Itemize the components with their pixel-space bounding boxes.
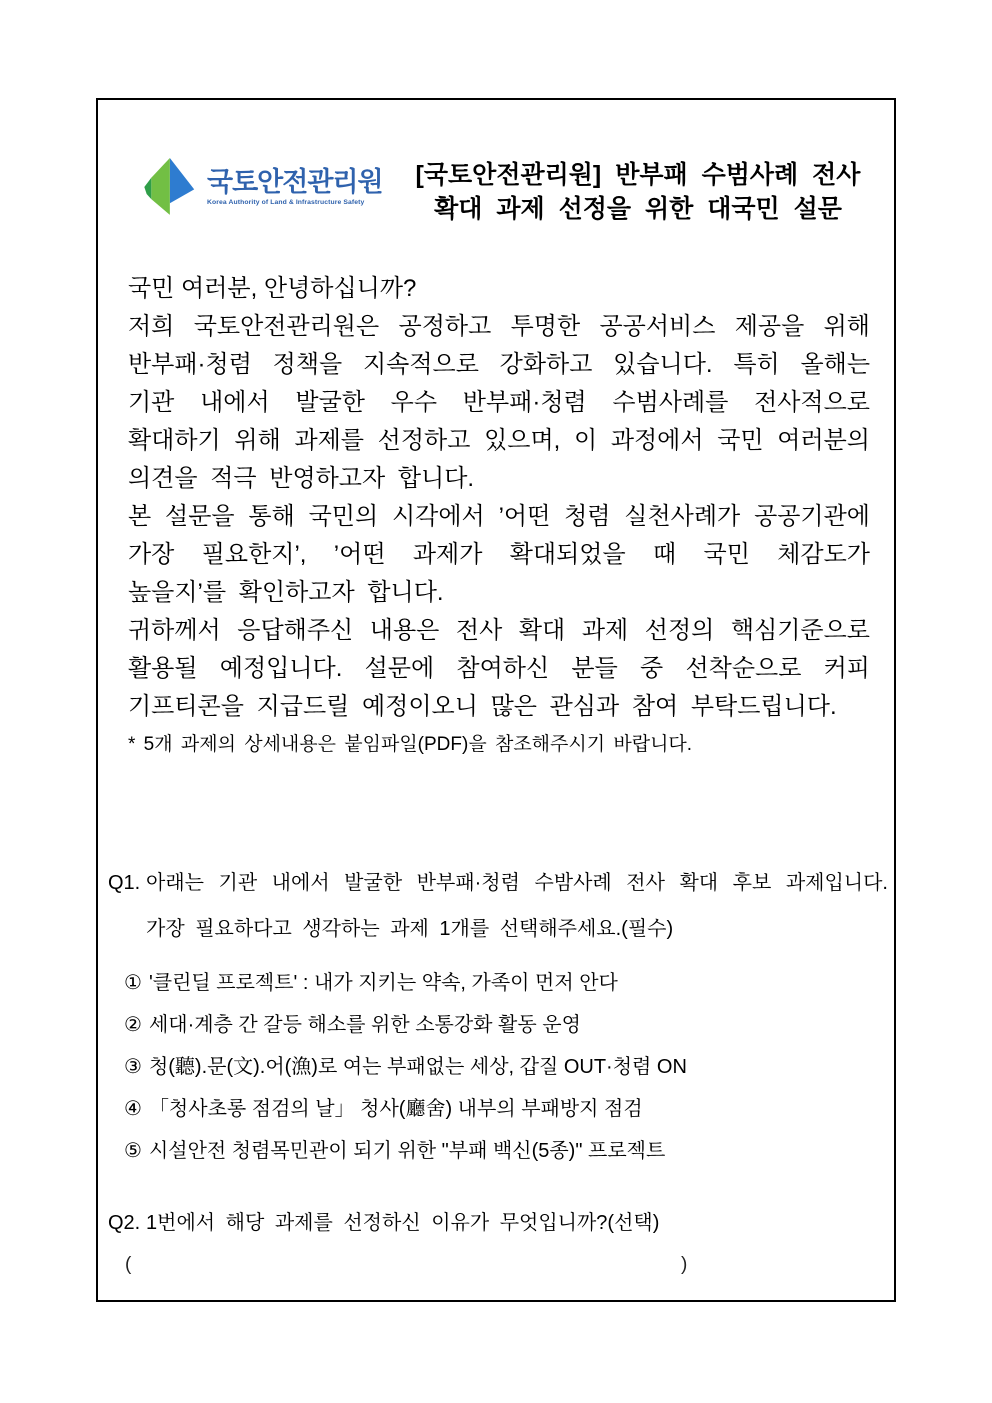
org-logo — [142, 156, 400, 218]
question-1-options — [108, 962, 890, 1172]
option-2-label: 세대·계층 간 갈등 해소를 위한 소통강화 활동 운영 — [148, 1014, 581, 1036]
answer-open-paren: ( — [125, 1254, 132, 1275]
question-1 — [108, 860, 890, 1172]
option-2-marker: ② — [124, 1014, 142, 1036]
intro-section — [128, 270, 870, 764]
page-title-line1: [국토안전관리원] 반부패 수범사례 전사 — [415, 161, 861, 189]
page-title-line2: 확대 과제 선정을 위한 대국민 설문 — [434, 195, 842, 223]
question-2 — [108, 1200, 890, 1246]
option-1-label: '클린딜 프로젝트' : 내가 지키는 약속, 가족이 먼저 안다 — [148, 972, 618, 994]
option-1-marker: ① — [124, 972, 142, 994]
document-header — [142, 156, 876, 226]
question-2-text: 1번에서 해당 과제를 선정하신 이유가 무엇입니까?(선택) — [146, 1212, 660, 1234]
org-logo-icon — [142, 156, 200, 218]
attachment-note: * 5개 과제의 상세내용은 붙임파일(PDF)을 참조해주시기 바랍니다. — [128, 734, 693, 755]
option-2[interactable] — [124, 1004, 890, 1046]
question-1-label: Q1. — [108, 872, 141, 894]
option-4-marker: ④ — [124, 1098, 142, 1120]
option-1[interactable] — [124, 962, 890, 1004]
option-3-label: 청(聽).문(文).어(漁)로 여는 부패없는 세상, 갑질 OUT·청렴 ON — [148, 1056, 687, 1078]
greeting-line: 국민 여러분, 안녕하십니까? — [128, 275, 417, 302]
question-2-label: Q2. — [108, 1212, 141, 1234]
option-5-label: 시설안전 청렴목민관이 되기 위한 "부패 백신(5종)" 프로젝트 — [148, 1140, 666, 1162]
page-title — [400, 158, 876, 226]
option-3-marker: ③ — [124, 1056, 142, 1078]
option-3[interactable] — [124, 1046, 890, 1088]
option-4-label: 「청사초롱 점검의 날」 청사(廳舍) 내부의 부패방지 점검 — [148, 1098, 643, 1120]
option-4[interactable] — [124, 1088, 890, 1130]
org-logo-text — [207, 168, 383, 206]
option-5-marker: ⑤ — [124, 1140, 142, 1162]
question-1-text: 아래는 기관 내에서 발굴한 반부패·청렴 수밤사례 전사 확대 후보 과제입니다. 가장 필요하다고 생각하는 과제 1개를 선택해주세요.(필수) — [146, 872, 888, 940]
org-name-korean: 국토안전관리원 — [207, 166, 383, 197]
intro-paragraph-1: 저희 국토안전관리원은 공정하고 투명한 공공서비스 제공을 위해 반부패·청렴 정책을 지속적으로 강화하고 있습니다. 특히 올해는 기관 내에서 발굴한 우수 반부패·청렴 수범사례를 전사적으로 확대하기 위해 과제를 선정하고 있으며, 이 과정에서 국민 여러분의 의견을 적극 반영하고자 합니다. — [128, 313, 870, 492]
option-5[interactable] — [124, 1130, 890, 1172]
intro-paragraph-2: 본 설문을 통해 국민의 시각에서 ’어떤 청렴 실천사례가 공공기관에 가장 필요한지’, ’어떤 과제가 확대되었을 때 국민 체감도가 높을지’를 확인하고자 합니다. — [128, 503, 870, 606]
survey-document-page — [96, 98, 896, 1302]
question-2-answer-blank[interactable] — [98, 1254, 894, 1284]
org-name-english: Korea Authority of Land & Infrastructure Safety — [207, 199, 365, 207]
intro-paragraph-3: 귀하께서 응답해주신 내용은 전사 확대 과제 선정의 핵심기준으로 활용될 예정입니다. 설문에 참여하신 분들 중 선착순으로 커피 기프티콘을 지급드릴 예정이오니 많은 관심과 참여 부탁드립니다. — [128, 617, 870, 720]
answer-close-paren: ) — [681, 1254, 688, 1275]
